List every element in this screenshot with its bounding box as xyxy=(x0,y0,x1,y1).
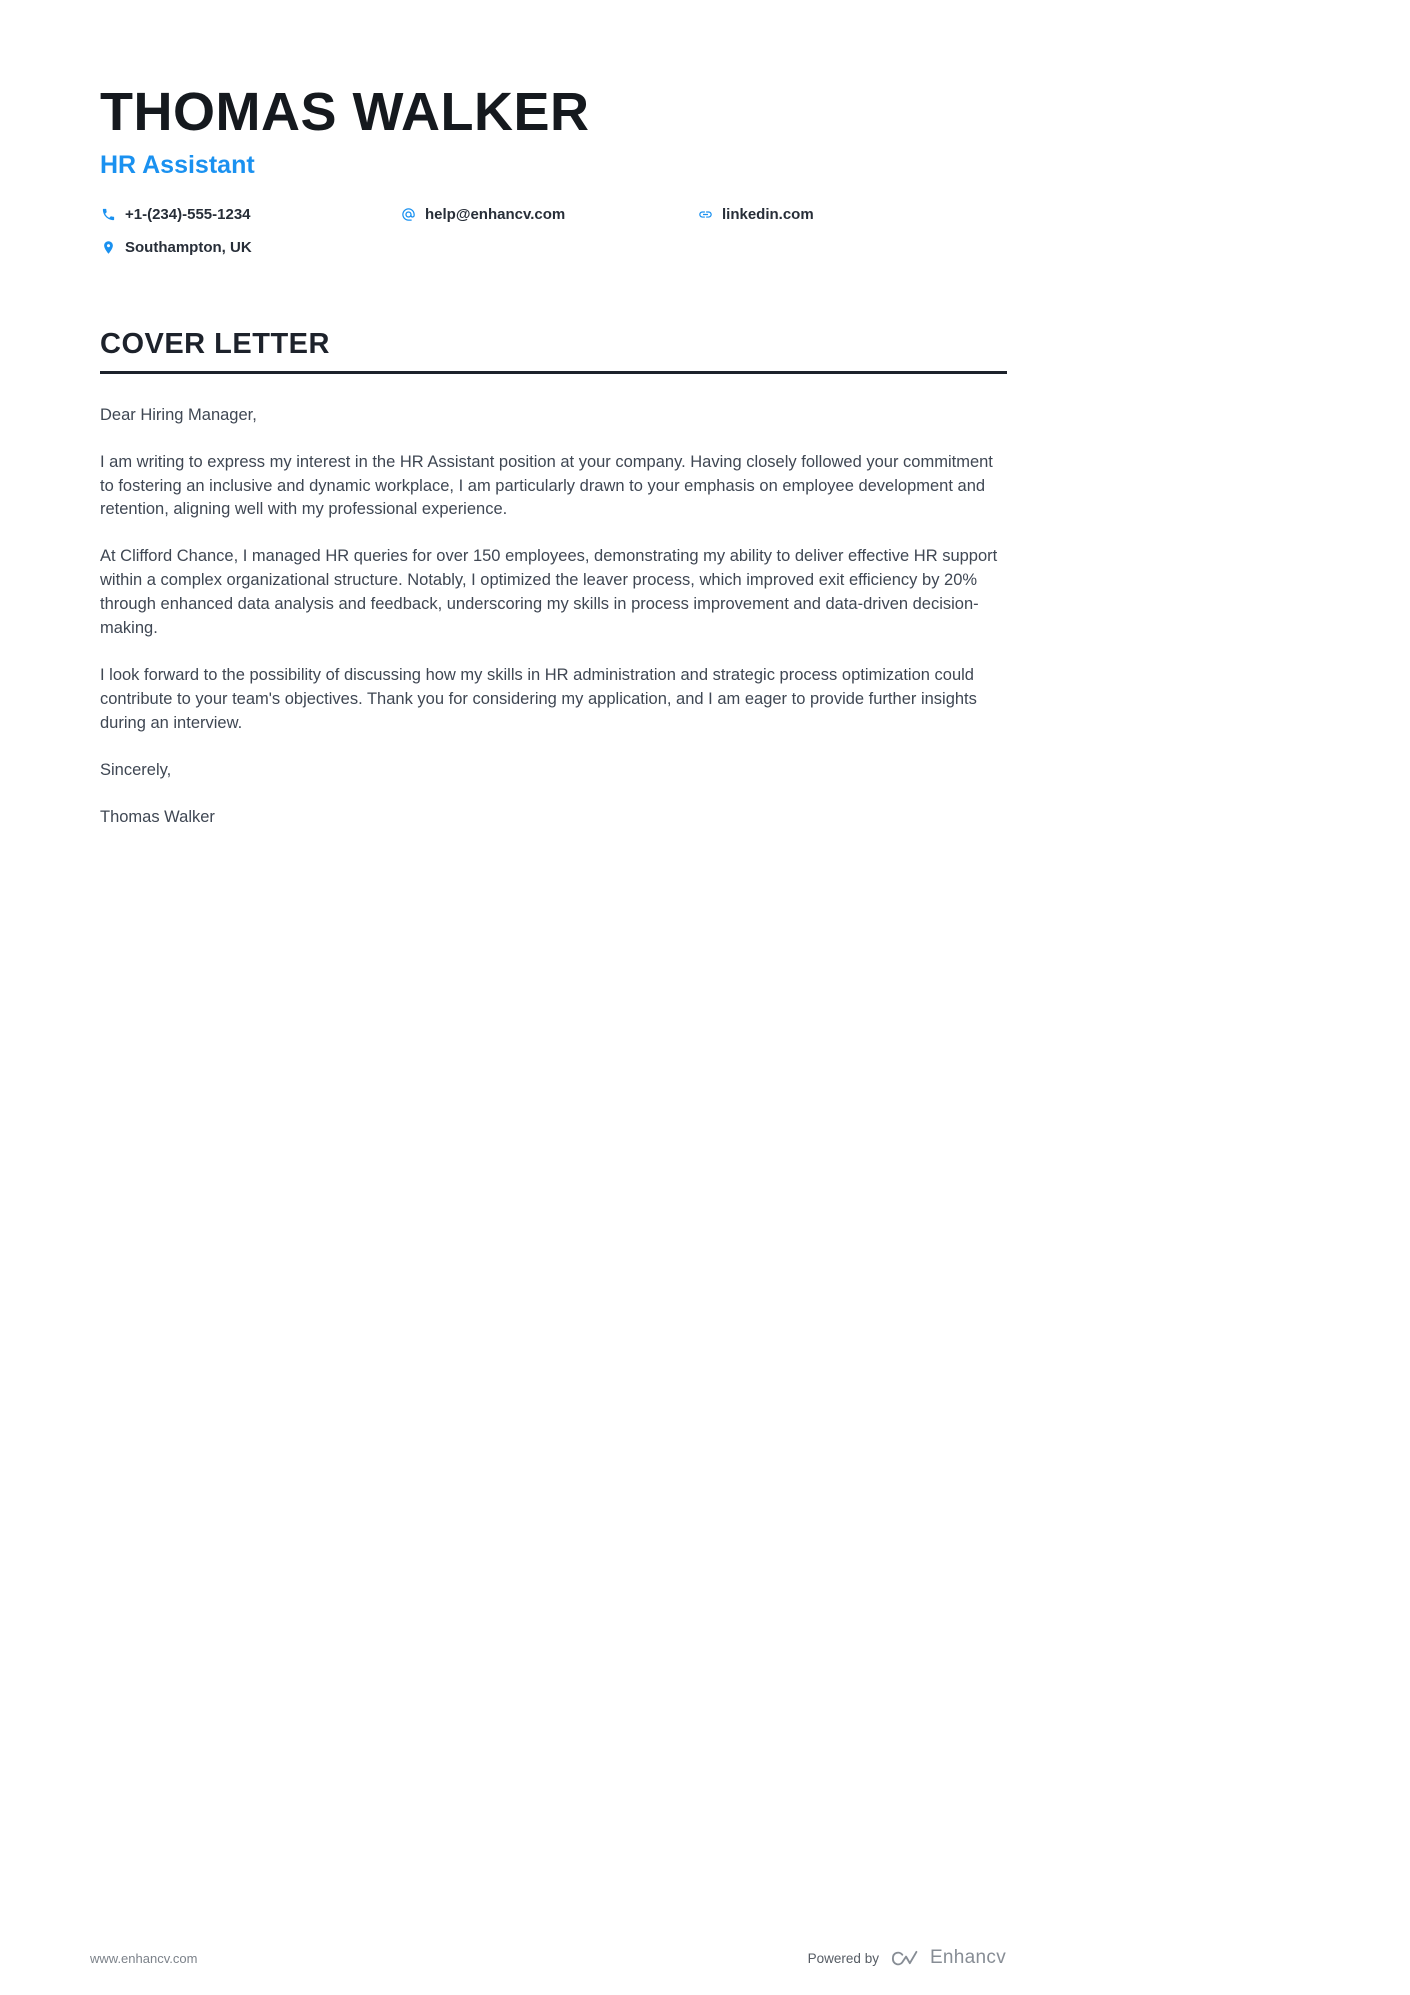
contact-linkedin[interactable] xyxy=(697,206,814,223)
page-content xyxy=(0,0,1007,830)
letter-paragraph: At Clifford Chance, I managed HR queries for over 150 employees, demonstrating my ability to deliver effective HR support within a complex organizational structure. Notably, I optimized the leaver process, which improved exit efficiency by 20% through enhanced data analysis and feedback, underscoring my skills in process improvement and data-driven decision-making. xyxy=(100,547,998,638)
footer-website-link[interactable]: www.enhancv.com xyxy=(90,1950,198,1966)
powered-by-group xyxy=(808,1947,1006,1969)
phone-icon xyxy=(100,206,116,222)
contact-location-text: Southampton, UK xyxy=(125,238,252,256)
job-title: HR Assistant xyxy=(100,150,255,179)
letter-body xyxy=(100,404,1007,830)
link-icon xyxy=(697,206,713,222)
contact-email-text: help@enhancv.com xyxy=(425,205,566,223)
letter-signature: Thomas Walker xyxy=(100,807,215,826)
contact-row-secondary xyxy=(100,239,1007,256)
letter-paragraph: I look forward to the possibility of discussing how my skills in HR administration and strategic process optimization could contribute to your team's objectives. Thank you for considering my application, and I am eager to provide further insights during an interview. xyxy=(100,666,977,732)
contact-row-primary xyxy=(100,206,1007,223)
person-name: THOMAS WALKER xyxy=(100,82,590,142)
letter-paragraph: I am writing to express my interest in the HR Assistant position at your company. Having closely followed your commitment to fostering an inclusive and dynamic workplace, I am particularly drawn to your emphasis on employee development and retention, aligning well with my professional experience. xyxy=(100,452,993,519)
cover-letter-section xyxy=(100,328,1007,830)
enhancv-logo-icon xyxy=(891,1949,923,1968)
contact-location[interactable] xyxy=(100,239,252,256)
powered-by-label: Powered by xyxy=(807,1950,879,1966)
document-header xyxy=(100,84,1007,256)
letter-closing: Sincerely, xyxy=(100,760,172,779)
location-pin-icon xyxy=(100,239,116,255)
contact-linkedin-text: linkedin.com xyxy=(722,205,814,223)
contact-phone-text: +1-(234)-555-1234 xyxy=(125,205,251,223)
contact-email[interactable] xyxy=(400,206,697,223)
enhancv-brand[interactable] xyxy=(891,1947,1006,1969)
contact-phone[interactable] xyxy=(100,206,400,223)
section-heading: COVER LETTER xyxy=(100,328,1007,374)
letter-salutation: Dear Hiring Manager, xyxy=(100,405,257,424)
page-footer xyxy=(0,1947,1410,1969)
enhancv-brand-name: Enhancv xyxy=(929,1947,1006,1968)
at-icon xyxy=(400,206,416,222)
